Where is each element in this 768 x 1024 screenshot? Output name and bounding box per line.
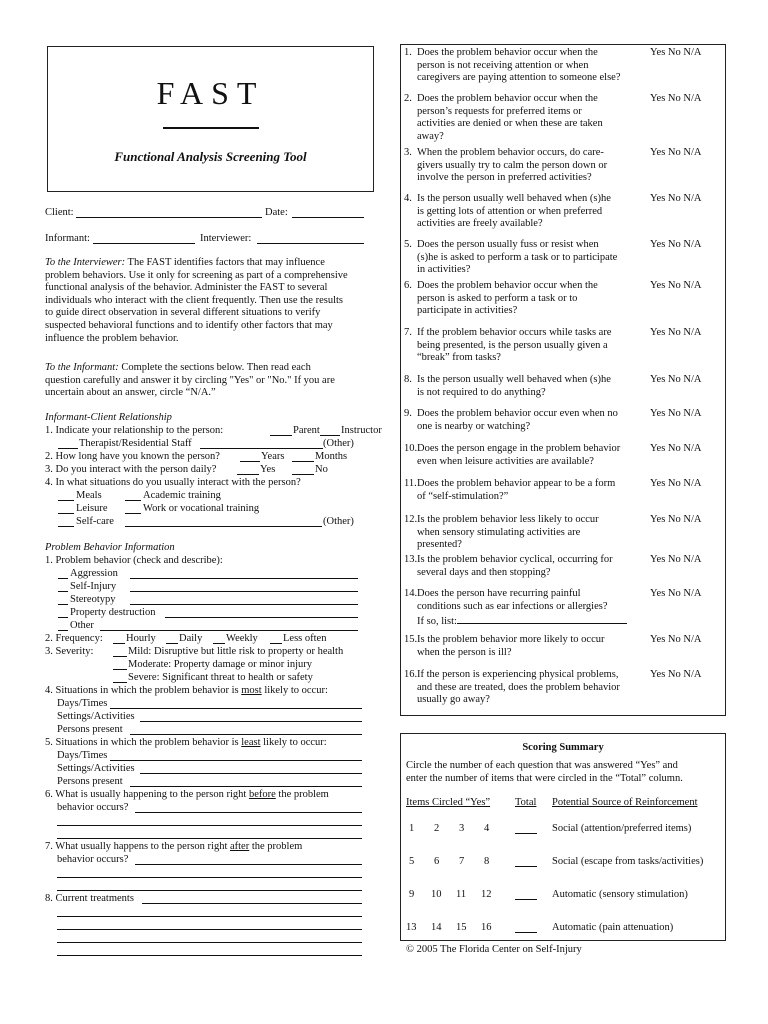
question-item	[404, 239, 646, 277]
frequency-blank[interactable]	[213, 643, 225, 644]
question-line: several days and then stopping?	[417, 566, 551, 578]
item-number[interactable]: 11	[456, 889, 467, 900]
yes-no-na-options[interactable]: Yes No N/A	[650, 327, 702, 338]
reinforcement-source: Automatic (pain attenuation)	[552, 922, 674, 933]
selfcare-option: Self-care	[76, 516, 114, 527]
items-header	[406, 797, 490, 810]
question-item	[404, 408, 646, 433]
question-line: caregivers are paying attention to someone else?	[417, 72, 621, 84]
other-label: (Other)	[323, 516, 354, 527]
q5-pre: 5. Situations in which the problem behavior is	[45, 737, 242, 748]
question-line: (s)he is asked to perform a task or to participate	[417, 251, 618, 263]
question-item	[404, 374, 646, 399]
question-line: Is the problem behavior more likely to occur	[417, 634, 605, 645]
question-line: Does the person usually fuss or resist when	[417, 239, 599, 250]
before-answer-line[interactable]	[57, 825, 362, 826]
item-number[interactable]: 10	[431, 889, 442, 900]
before-answer-line[interactable]	[135, 812, 362, 813]
question-line: of “self-stimulation?”	[417, 490, 509, 502]
work-blank[interactable]	[125, 513, 141, 514]
question-text	[417, 554, 646, 579]
question-line: presented?	[417, 539, 462, 551]
q5-underline: least	[241, 737, 261, 748]
selfcare-blank[interactable]	[58, 526, 74, 527]
item-number[interactable]: 16	[481, 922, 492, 933]
question-line: person is asked to perform a task or to	[417, 292, 578, 304]
yes-no-na-options[interactable]: Yes No N/A	[650, 634, 702, 645]
question-item	[404, 443, 646, 468]
q5-post: likely to occur:	[260, 737, 327, 748]
question-line: activities are denied or when these are taken	[417, 118, 603, 130]
severity-blank[interactable]	[113, 656, 127, 657]
reinforcement-source: Social (attention/preferred items)	[552, 823, 692, 834]
behavior-description[interactable]	[100, 630, 358, 631]
question-line: when sensory stimulating activities are	[417, 526, 581, 538]
question-line: usually go away?	[417, 694, 490, 706]
question-line: Does the problem behavior occur when the	[417, 280, 598, 291]
meals-blank[interactable]	[58, 500, 74, 501]
question-item	[404, 634, 646, 659]
scoring-title: Scoring Summary	[522, 742, 604, 753]
frequency-option: Weekly	[226, 633, 258, 644]
question-text	[417, 374, 646, 399]
question-line: Is the problem behavior less likely to occur	[417, 514, 599, 525]
days-times-field[interactable]	[110, 760, 362, 761]
work-option: Work or vocational training	[143, 503, 260, 514]
relationship-heading: Informant-Client Relationship	[45, 412, 172, 423]
behavior-option: Stereotypy	[70, 594, 116, 605]
yes-no-na-options[interactable]: Yes No N/A	[650, 239, 702, 250]
question-text	[417, 669, 646, 707]
question-number: 1.	[404, 47, 412, 58]
leisure-blank[interactable]	[58, 513, 74, 514]
item-number[interactable]: 7	[459, 856, 465, 867]
question-number: 4.	[404, 193, 412, 204]
instructor-blank[interactable]	[320, 435, 340, 436]
item-number[interactable]: 15	[456, 922, 467, 933]
question-line: Does the problem behavior occur when the	[417, 47, 598, 58]
daily-yes-blank[interactable]	[237, 474, 259, 475]
instructor-option: Instructor	[341, 425, 382, 436]
question-line: activities are freely available?	[417, 218, 543, 230]
question-line: being presented, is the person usually given a	[417, 339, 608, 351]
yes-no-na-options[interactable]: Yes No N/A	[650, 443, 702, 454]
question-line: Does the person have recurring painful	[417, 588, 581, 599]
form-subtitle: Functional Analysis Screening Tool	[114, 149, 307, 164]
informant-note	[45, 362, 375, 400]
academic-blank[interactable]	[125, 500, 141, 501]
q7-underline: after	[229, 841, 250, 852]
title-rule	[163, 127, 259, 129]
question-line: If the problem behavior occurs while tasks are	[417, 327, 612, 338]
after-question	[45, 841, 302, 854]
question-item	[404, 588, 646, 629]
least-likely-question	[45, 737, 327, 750]
frequency-option: Hourly	[126, 633, 156, 644]
years-label: Years	[261, 451, 285, 462]
q7-post: the problem	[249, 841, 303, 852]
scoring-intro-line: enter the number of items that were circled in the “Total” column.	[406, 772, 683, 784]
question-line: even when leisure activities are available?	[417, 455, 594, 467]
behavior-check[interactable]	[58, 630, 68, 631]
behavior-check[interactable]	[58, 617, 68, 618]
question-text	[417, 280, 646, 318]
question-line: person’s requests for preferred items or	[417, 105, 582, 117]
yes-no-na-options[interactable]: Yes No N/A	[650, 47, 702, 58]
treatments-line[interactable]	[57, 929, 362, 930]
persons-label: Persons present	[57, 724, 123, 735]
yes-no-na-options[interactable]: Yes No N/A	[650, 374, 702, 385]
before-answer-line[interactable]	[57, 838, 362, 839]
question-item	[404, 478, 646, 503]
reinforcement-source: Automatic (sensory stimulation)	[552, 889, 688, 900]
item-number[interactable]: 13	[406, 922, 417, 933]
q4-post: likely to occur:	[261, 685, 328, 696]
question-line: when the person is ill?	[417, 646, 512, 658]
question-line: and these are treated, does the problem behavior	[417, 681, 620, 693]
interviewer-lead: To the Interviewer:	[45, 257, 126, 268]
behavior-option: Aggression	[70, 568, 118, 579]
q4-underline: most	[241, 685, 262, 696]
question-line: person is not receiving attention or when	[417, 59, 589, 71]
relationship-q4: 4. In what situations do you usually interact with the person?	[45, 477, 301, 488]
source-header-text: Potential Source of Reinforcement	[552, 797, 698, 808]
total-header-text: Total	[515, 797, 537, 808]
after-answer-line[interactable]	[57, 877, 362, 878]
copyright-footer: © 2005 The Florida Center on Self-Injury	[406, 944, 582, 955]
question-text	[417, 588, 646, 629]
question-item	[404, 327, 646, 365]
item-number[interactable]: 14	[431, 922, 442, 933]
question-line: participate in activities?	[417, 305, 518, 317]
date-label: Date:	[265, 207, 288, 218]
pain-conditions-list-field[interactable]	[457, 613, 627, 624]
yes-no-na-options[interactable]: Yes No N/A	[650, 478, 702, 489]
question-line: in activities?	[417, 264, 471, 276]
yes-no-na-options[interactable]: Yes No N/A	[650, 669, 702, 680]
q7-pre: 7. What usually happens to the person right	[45, 841, 230, 852]
yes-no-na-options[interactable]: Yes No N/A	[650, 280, 702, 291]
interviewer-line: suspected behavioral functions and to identify other factors that may	[45, 319, 333, 331]
question-line: involve the person in preferred activities?	[417, 172, 592, 184]
after-answer-line[interactable]	[57, 890, 362, 891]
q4-pre: 4. Situations in which the problem behavior is	[45, 685, 242, 696]
item-number[interactable]: 9	[409, 889, 415, 900]
interviewer-line: influence the problem behavior.	[45, 332, 179, 344]
therapist-option: Therapist/Residential Staff	[79, 438, 192, 449]
question-text	[417, 147, 646, 185]
relationship-q3: 3. Do you interact with the person daily?	[45, 464, 217, 475]
informant-label: Informant:	[45, 233, 90, 244]
yes-no-na-options[interactable]: Yes No N/A	[650, 193, 702, 204]
treatments-line[interactable]	[142, 903, 362, 904]
question-item	[404, 47, 646, 85]
item-number[interactable]: 1	[409, 823, 415, 834]
severity-label: 3. Severity:	[45, 646, 94, 657]
question-line: If so, list:	[417, 616, 457, 628]
years-blank[interactable]	[240, 461, 260, 462]
q6-pre: 6. What is usually happening to the person right	[45, 789, 249, 800]
yes-no-na-options[interactable]: Yes No N/A	[650, 514, 702, 525]
informant-lead: To the Informant:	[45, 362, 119, 373]
therapist-blank[interactable]	[58, 448, 78, 449]
other-label: (Other)	[323, 438, 354, 449]
reinforcement-source: Social (escape from tasks/activities)	[552, 856, 704, 867]
parent-blank[interactable]	[270, 435, 292, 436]
severity-blank[interactable]	[113, 682, 127, 683]
after-question-line2: behavior occurs?	[57, 854, 129, 865]
items-header-text: Items Circled “Yes”	[406, 797, 491, 808]
other-situation-field[interactable]	[125, 526, 322, 527]
question-number: 12.	[404, 514, 418, 525]
informant-field[interactable]	[93, 243, 195, 244]
question-line: When the problem behavior occurs, do care-	[417, 147, 604, 158]
question-item	[404, 280, 646, 318]
relationship-q1: 1. Indicate your relationship to the person:	[45, 425, 224, 436]
question-number: 14.	[404, 588, 418, 599]
severity-blank[interactable]	[113, 669, 127, 670]
question-text	[417, 327, 646, 365]
question-line: Does the problem behavior occur even when no	[417, 408, 618, 419]
interviewer-line: functional analysis of the behavior. Administer the FAST to several	[45, 282, 328, 294]
question-number: 8.	[404, 374, 412, 385]
question-number: 7.	[404, 327, 412, 338]
daily-no: No	[315, 464, 328, 475]
question-text	[417, 193, 646, 231]
academic-option: Academic training	[143, 490, 221, 501]
days-times-field[interactable]	[110, 708, 362, 709]
interviewer-line: The FAST identifies factors that may influence	[127, 257, 325, 268]
question-line: Is the person usually well behaved when (s)he	[417, 193, 611, 204]
question-item	[404, 193, 646, 231]
leisure-option: Leisure	[76, 503, 108, 514]
question-number: 2.	[404, 93, 412, 104]
parent-option: Parent	[293, 425, 320, 436]
yes-no-na-options[interactable]: Yes No N/A	[650, 588, 702, 599]
persons-label: Persons present	[57, 776, 123, 787]
daily-no-blank[interactable]	[292, 474, 314, 475]
question-line: one is nearby or watching?	[417, 420, 531, 432]
interviewer-line: to guide direct observation in several different situations to verify	[45, 307, 321, 319]
total-field[interactable]	[515, 932, 537, 933]
title-box	[47, 46, 374, 192]
after-answer-line[interactable]	[135, 864, 362, 865]
settings-field[interactable]	[140, 773, 362, 774]
treatments-line[interactable]	[57, 916, 362, 917]
most-likely-question	[45, 685, 328, 698]
question-item	[404, 554, 646, 579]
days-times-label: Days/Times	[57, 750, 108, 761]
source-header	[552, 797, 698, 810]
question-text	[417, 634, 646, 659]
settings-field[interactable]	[140, 721, 362, 722]
question-text	[417, 239, 646, 277]
question-line: conditions such as ear infections or allergies?	[417, 600, 608, 612]
question-number: 13.	[404, 554, 418, 565]
yes-no-na-options[interactable]: Yes No N/A	[650, 408, 702, 419]
meals-option: Meals	[76, 490, 102, 501]
frequency-blank[interactable]	[166, 643, 178, 644]
yes-no-na-options[interactable]: Yes No N/A	[650, 554, 702, 565]
scoring-intro-line: Circle the number of each question that was answered “Yes” and	[406, 760, 678, 771]
frequency-blank[interactable]	[113, 643, 125, 644]
question-text	[417, 514, 646, 552]
total-header	[515, 797, 536, 810]
item-number[interactable]: 8	[484, 856, 490, 867]
persons-field[interactable]	[130, 786, 362, 787]
question-item	[404, 147, 646, 185]
scoring-intro	[406, 760, 718, 785]
question-text	[417, 408, 646, 433]
total-field[interactable]	[515, 866, 537, 867]
total-field[interactable]	[515, 833, 537, 834]
question-number: 5.	[404, 239, 412, 250]
behavior-description[interactable]	[130, 578, 358, 579]
question-number: 3.	[404, 147, 412, 158]
behavior-check[interactable]	[58, 591, 68, 592]
item-number[interactable]: 3	[459, 823, 465, 834]
severity-option: Moderate: Property damage or minor injury	[128, 659, 312, 670]
question-line: Is the problem behavior cyclical, occurring for	[417, 554, 613, 565]
behavior-option: Other	[70, 620, 94, 631]
interviewer-line: individuals who interact with the client frequently. Then use the results	[45, 294, 344, 306]
behavior-option: Property destruction	[70, 607, 156, 618]
question-line: If the person is experiencing physical problems,	[417, 669, 619, 680]
treatments-label: 8. Current treatments	[45, 893, 134, 904]
treatments-line[interactable]	[57, 955, 362, 956]
informant-line: Complete the sections below. Then read each	[121, 362, 311, 373]
behavior-description[interactable]	[130, 604, 358, 605]
item-number[interactable]: 12	[481, 889, 492, 900]
informant-line: uncertain about an answer, circle “N/A.”	[45, 387, 216, 399]
interviewer-note	[45, 257, 375, 345]
item-number[interactable]: 5	[409, 856, 415, 867]
question-item	[404, 669, 646, 707]
frequency-option: Daily	[179, 633, 203, 644]
question-number: 6.	[404, 280, 412, 291]
informant-line: question carefully and answer it by circling "Yes" or "No." If you are	[45, 374, 335, 386]
q6-underline: before	[248, 789, 276, 800]
treatments-line[interactable]	[57, 942, 362, 943]
question-text	[417, 478, 646, 503]
behavior-description[interactable]	[130, 591, 358, 592]
months-label: Months	[315, 451, 348, 462]
daily-yes: Yes	[260, 464, 276, 475]
settings-label: Settings/Activities	[57, 763, 135, 774]
severity-option: Mild: Disruptive but little risk to property or health	[128, 646, 344, 657]
interviewer-line: problem behaviors. Use it only for screening as part of a comprehensive	[45, 269, 348, 281]
yes-no-na-options[interactable]: Yes No N/A	[650, 93, 702, 104]
frequency-label: 2. Frequency:	[45, 633, 103, 644]
question-item	[404, 93, 646, 143]
item-number[interactable]: 6	[434, 856, 440, 867]
other-relationship-field[interactable]	[200, 448, 323, 449]
relationship-q2: 2. How long have you known the person?	[45, 451, 220, 462]
question-line: away?	[417, 130, 444, 142]
question-line: givers usually try to calm the person down or	[417, 159, 608, 171]
days-times-label: Days/Times	[57, 698, 108, 709]
question-item	[404, 514, 646, 552]
question-number: 16.	[404, 669, 418, 680]
total-field[interactable]	[515, 899, 537, 900]
behavior-option: Self-Injury	[70, 581, 117, 592]
question-line: Does the person engage in the problem behavior	[417, 443, 621, 454]
question-text	[417, 443, 646, 468]
question-line: “break” from tasks?	[417, 352, 501, 364]
question-line: Is the person usually well behaved when (s)he	[417, 374, 611, 385]
question-number: 10.	[404, 443, 418, 454]
question-line: Does the problem behavior occur when the	[417, 93, 598, 104]
question-line: Does the problem behavior appear to be a form	[417, 478, 616, 489]
settings-label: Settings/Activities	[57, 711, 135, 722]
question-number: 11.	[404, 478, 417, 489]
question-number: 15.	[404, 634, 418, 645]
client-label: Client:	[45, 207, 74, 218]
yes-no-na-options[interactable]: Yes No N/A	[650, 147, 702, 158]
problem-q1: 1. Problem behavior (check and describe):	[45, 555, 223, 566]
client-field[interactable]	[76, 217, 262, 218]
before-question-line2: behavior occurs?	[57, 802, 129, 813]
persons-field[interactable]	[130, 734, 362, 735]
frequency-blank[interactable]	[270, 643, 282, 644]
interviewer-field[interactable]	[257, 243, 364, 244]
item-number[interactable]: 4	[484, 823, 490, 834]
item-number[interactable]: 2	[434, 823, 440, 834]
behavior-check[interactable]	[58, 578, 68, 579]
months-blank[interactable]	[292, 461, 314, 462]
question-text	[417, 47, 646, 85]
before-question	[45, 789, 329, 802]
question-line: is not required to do anything?	[417, 386, 546, 398]
problem-heading: Problem Behavior Information	[45, 542, 175, 553]
date-field[interactable]	[292, 217, 364, 218]
severity-option: Severe: Significant threat to health or safety	[128, 672, 313, 683]
question-line: is getting lots of attention or when preferred	[417, 205, 603, 217]
form-title: FAST	[156, 75, 265, 111]
frequency-option: Less often	[283, 633, 327, 644]
question-text	[417, 93, 646, 143]
behavior-description[interactable]	[165, 617, 358, 618]
q6-post: the problem	[275, 789, 329, 800]
interviewer-label: Interviewer:	[200, 233, 252, 244]
behavior-check[interactable]	[58, 604, 68, 605]
question-number: 9.	[404, 408, 412, 419]
